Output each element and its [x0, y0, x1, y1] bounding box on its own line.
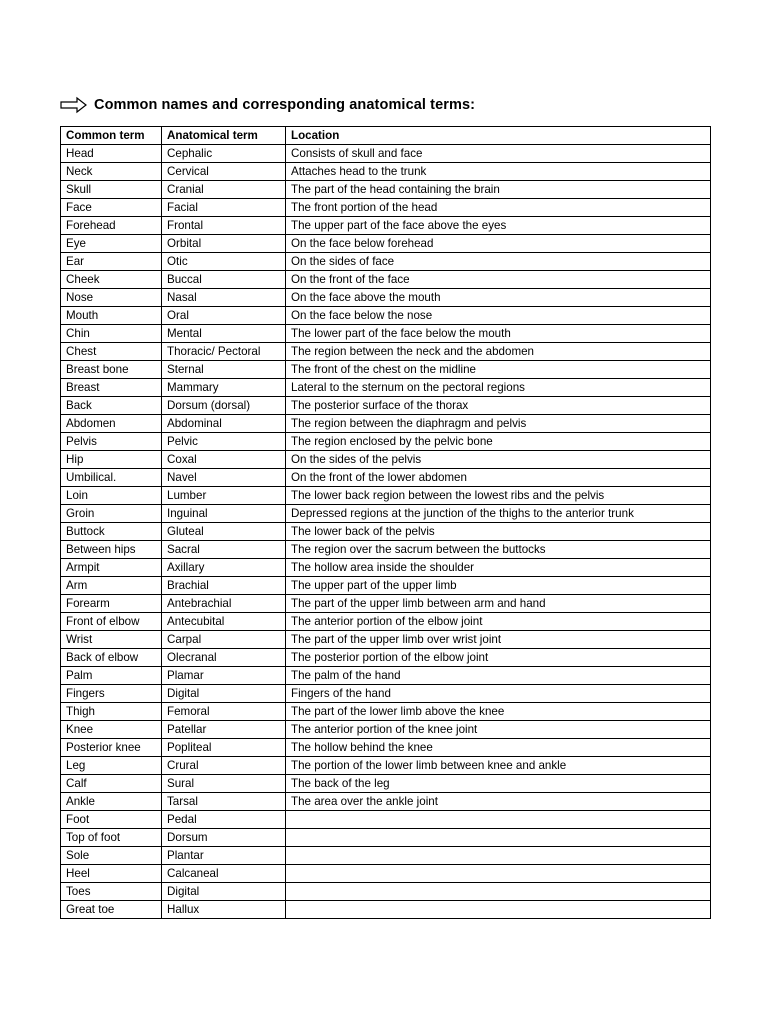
cell-location	[286, 829, 711, 847]
table-row	[61, 577, 711, 595]
cell-location: Depressed regions at the junction of the thighs to the anterior trunk	[286, 505, 711, 523]
table-row	[61, 487, 711, 505]
section-title: Common names and corresponding anatomical terms:	[94, 97, 476, 113]
cell-anatomical-term: Cephalic	[162, 145, 286, 163]
cell-location: The upper part of the face above the eyes	[286, 217, 711, 235]
table-row	[61, 253, 711, 271]
table-row	[61, 775, 711, 793]
cell-location: The part of the lower limb above the knee	[286, 703, 711, 721]
cell-anatomical-term: Tarsal	[162, 793, 286, 811]
cell-location: The lower part of the face below the mouth	[286, 325, 711, 343]
table-row	[61, 145, 711, 163]
cell-anatomical-term: Navel	[162, 469, 286, 487]
cell-location	[286, 865, 711, 883]
cell-common-term: Breast bone	[61, 361, 162, 379]
cell-anatomical-term: Axillary	[162, 559, 286, 577]
cell-anatomical-term: Nasal	[162, 289, 286, 307]
cell-common-term: Mouth	[61, 307, 162, 325]
table-row	[61, 757, 711, 775]
cell-anatomical-term: Popliteal	[162, 739, 286, 757]
cell-location: The upper part of the upper limb	[286, 577, 711, 595]
cell-location: The part of the head containing the brain	[286, 181, 711, 199]
cell-anatomical-term: Mental	[162, 325, 286, 343]
table-row	[61, 235, 711, 253]
table-body	[61, 145, 711, 919]
cell-anatomical-term: Orbital	[162, 235, 286, 253]
cell-anatomical-term: Buccal	[162, 271, 286, 289]
cell-common-term: Skull	[61, 181, 162, 199]
cell-location: The anterior portion of the elbow joint	[286, 613, 711, 631]
table-row	[61, 181, 711, 199]
cell-anatomical-term: Oral	[162, 307, 286, 325]
table-row	[61, 217, 711, 235]
cell-anatomical-term: Mammary	[162, 379, 286, 397]
cell-location: The area over the ankle joint	[286, 793, 711, 811]
cell-anatomical-term: Cervical	[162, 163, 286, 181]
cell-location: The region over the sacrum between the buttocks	[286, 541, 711, 559]
cell-location: On the front of the face	[286, 271, 711, 289]
table-row	[61, 415, 711, 433]
cell-anatomical-term: Plamar	[162, 667, 286, 685]
cell-common-term: Abdomen	[61, 415, 162, 433]
table-row	[61, 271, 711, 289]
cell-anatomical-term: Brachial	[162, 577, 286, 595]
cell-common-term: Calf	[61, 775, 162, 793]
cell-anatomical-term: Abdominal	[162, 415, 286, 433]
cell-anatomical-term: Sural	[162, 775, 286, 793]
cell-anatomical-term: Lumber	[162, 487, 286, 505]
cell-location: Lateral to the sternum on the pectoral regions	[286, 379, 711, 397]
cell-common-term: Cheek	[61, 271, 162, 289]
table-row	[61, 469, 711, 487]
cell-anatomical-term: Patellar	[162, 721, 286, 739]
cell-anatomical-term: Dorsum	[162, 829, 286, 847]
cell-anatomical-term: Gluteal	[162, 523, 286, 541]
cell-common-term: Fingers	[61, 685, 162, 703]
table-row	[61, 793, 711, 811]
cell-common-term: Sole	[61, 847, 162, 865]
table-row	[61, 901, 711, 919]
cell-common-term: Front of elbow	[61, 613, 162, 631]
cell-common-term: Ankle	[61, 793, 162, 811]
cell-anatomical-term: Antecubital	[162, 613, 286, 631]
cell-anatomical-term: Pedal	[162, 811, 286, 829]
cell-anatomical-term: Carpal	[162, 631, 286, 649]
table-row	[61, 667, 711, 685]
cell-location	[286, 901, 711, 919]
cell-anatomical-term: Plantar	[162, 847, 286, 865]
table-header-row	[61, 127, 711, 145]
cell-common-term: Ear	[61, 253, 162, 271]
cell-location	[286, 883, 711, 901]
cell-location: The front portion of the head	[286, 199, 711, 217]
cell-common-term: Pelvis	[61, 433, 162, 451]
cell-location: The lower back of the pelvis	[286, 523, 711, 541]
cell-location: The posterior surface of the thorax	[286, 397, 711, 415]
table-row	[61, 685, 711, 703]
table-row	[61, 883, 711, 901]
table-row	[61, 307, 711, 325]
table-row	[61, 865, 711, 883]
cell-anatomical-term: Sacral	[162, 541, 286, 559]
anatomical-terms-table	[60, 126, 711, 919]
table-row	[61, 379, 711, 397]
cell-anatomical-term: Thoracic/ Pectoral	[162, 343, 286, 361]
cell-common-term: Posterior knee	[61, 739, 162, 757]
section-heading	[60, 95, 475, 115]
cell-location: The palm of the hand	[286, 667, 711, 685]
cell-anatomical-term: Dorsum (dorsal)	[162, 397, 286, 415]
table-row	[61, 847, 711, 865]
cell-location: On the face below forehead	[286, 235, 711, 253]
table-row	[61, 559, 711, 577]
column-header-anatomical-term: Anatomical term	[162, 127, 286, 145]
cell-common-term: Nose	[61, 289, 162, 307]
table-row	[61, 739, 711, 757]
cell-anatomical-term: Hallux	[162, 901, 286, 919]
cell-common-term: Back of elbow	[61, 649, 162, 667]
table-row	[61, 721, 711, 739]
table-row	[61, 343, 711, 361]
cell-common-term: Arm	[61, 577, 162, 595]
table-row	[61, 361, 711, 379]
cell-common-term: Between hips	[61, 541, 162, 559]
cell-common-term: Wrist	[61, 631, 162, 649]
cell-common-term: Knee	[61, 721, 162, 739]
cell-common-term: Palm	[61, 667, 162, 685]
cell-location: The region between the neck and the abdomen	[286, 343, 711, 361]
cell-location: The region between the diaphragm and pelvis	[286, 415, 711, 433]
cell-common-term: Heel	[61, 865, 162, 883]
table-row	[61, 397, 711, 415]
cell-location: The posterior portion of the elbow joint	[286, 649, 711, 667]
cell-location: Fingers of the hand	[286, 685, 711, 703]
cell-location: The part of the upper limb over wrist joint	[286, 631, 711, 649]
table-row	[61, 811, 711, 829]
cell-location: The hollow area inside the shoulder	[286, 559, 711, 577]
cell-common-term: Loin	[61, 487, 162, 505]
cell-anatomical-term: Otic	[162, 253, 286, 271]
cell-anatomical-term: Digital	[162, 685, 286, 703]
table-row	[61, 703, 711, 721]
cell-location: The hollow behind the knee	[286, 739, 711, 757]
cell-common-term: Top of foot	[61, 829, 162, 847]
cell-common-term: Groin	[61, 505, 162, 523]
table-row	[61, 613, 711, 631]
cell-anatomical-term: Cranial	[162, 181, 286, 199]
table-row	[61, 541, 711, 559]
cell-anatomical-term: Digital	[162, 883, 286, 901]
cell-anatomical-term: Antebrachial	[162, 595, 286, 613]
cell-location: On the front of the lower abdomen	[286, 469, 711, 487]
cell-common-term: Eye	[61, 235, 162, 253]
cell-location: The anterior portion of the knee joint	[286, 721, 711, 739]
cell-location: The region enclosed by the pelvic bone	[286, 433, 711, 451]
column-header-location: Location	[286, 127, 711, 145]
cell-location: The portion of the lower limb between knee and ankle	[286, 757, 711, 775]
cell-location: The front of the chest on the midline	[286, 361, 711, 379]
cell-common-term: Toes	[61, 883, 162, 901]
table-row	[61, 595, 711, 613]
cell-anatomical-term: Calcaneal	[162, 865, 286, 883]
cell-location: The back of the leg	[286, 775, 711, 793]
cell-location: The part of the upper limb between arm and hand	[286, 595, 711, 613]
cell-common-term: Forearm	[61, 595, 162, 613]
cell-anatomical-term: Crural	[162, 757, 286, 775]
right-arrow-icon	[60, 96, 88, 114]
table-row	[61, 163, 711, 181]
cell-location: On the face above the mouth	[286, 289, 711, 307]
cell-anatomical-term: Facial	[162, 199, 286, 217]
cell-common-term: Chest	[61, 343, 162, 361]
cell-anatomical-term: Coxal	[162, 451, 286, 469]
cell-location: Consists of skull and face	[286, 145, 711, 163]
cell-location	[286, 811, 711, 829]
table-row	[61, 325, 711, 343]
cell-common-term: Chin	[61, 325, 162, 343]
column-header-common-term: Common term	[61, 127, 162, 145]
cell-anatomical-term: Pelvic	[162, 433, 286, 451]
cell-location: On the face below the nose	[286, 307, 711, 325]
cell-location: On the sides of face	[286, 253, 711, 271]
cell-anatomical-term: Olecranal	[162, 649, 286, 667]
cell-common-term: Breast	[61, 379, 162, 397]
table-row	[61, 649, 711, 667]
table-row	[61, 505, 711, 523]
cell-common-term: Neck	[61, 163, 162, 181]
cell-common-term: Hip	[61, 451, 162, 469]
cell-anatomical-term: Inguinal	[162, 505, 286, 523]
cell-common-term: Forehead	[61, 217, 162, 235]
cell-anatomical-term: Sternal	[162, 361, 286, 379]
cell-common-term: Face	[61, 199, 162, 217]
cell-common-term: Umbilical.	[61, 469, 162, 487]
cell-anatomical-term: Femoral	[162, 703, 286, 721]
cell-common-term: Buttock	[61, 523, 162, 541]
cell-location	[286, 847, 711, 865]
cell-common-term: Armpit	[61, 559, 162, 577]
table-row	[61, 451, 711, 469]
cell-common-term: Foot	[61, 811, 162, 829]
table-row	[61, 199, 711, 217]
table-row	[61, 523, 711, 541]
cell-common-term: Thigh	[61, 703, 162, 721]
cell-common-term: Leg	[61, 757, 162, 775]
cell-common-term: Head	[61, 145, 162, 163]
table-row	[61, 829, 711, 847]
table-row	[61, 289, 711, 307]
cell-location: On the sides of the pelvis	[286, 451, 711, 469]
cell-common-term: Great toe	[61, 901, 162, 919]
table-row	[61, 433, 711, 451]
cell-common-term: Back	[61, 397, 162, 415]
cell-location: The lower back region between the lowest ribs and the pelvis	[286, 487, 711, 505]
cell-anatomical-term: Frontal	[162, 217, 286, 235]
table-row	[61, 631, 711, 649]
cell-location: Attaches head to the trunk	[286, 163, 711, 181]
